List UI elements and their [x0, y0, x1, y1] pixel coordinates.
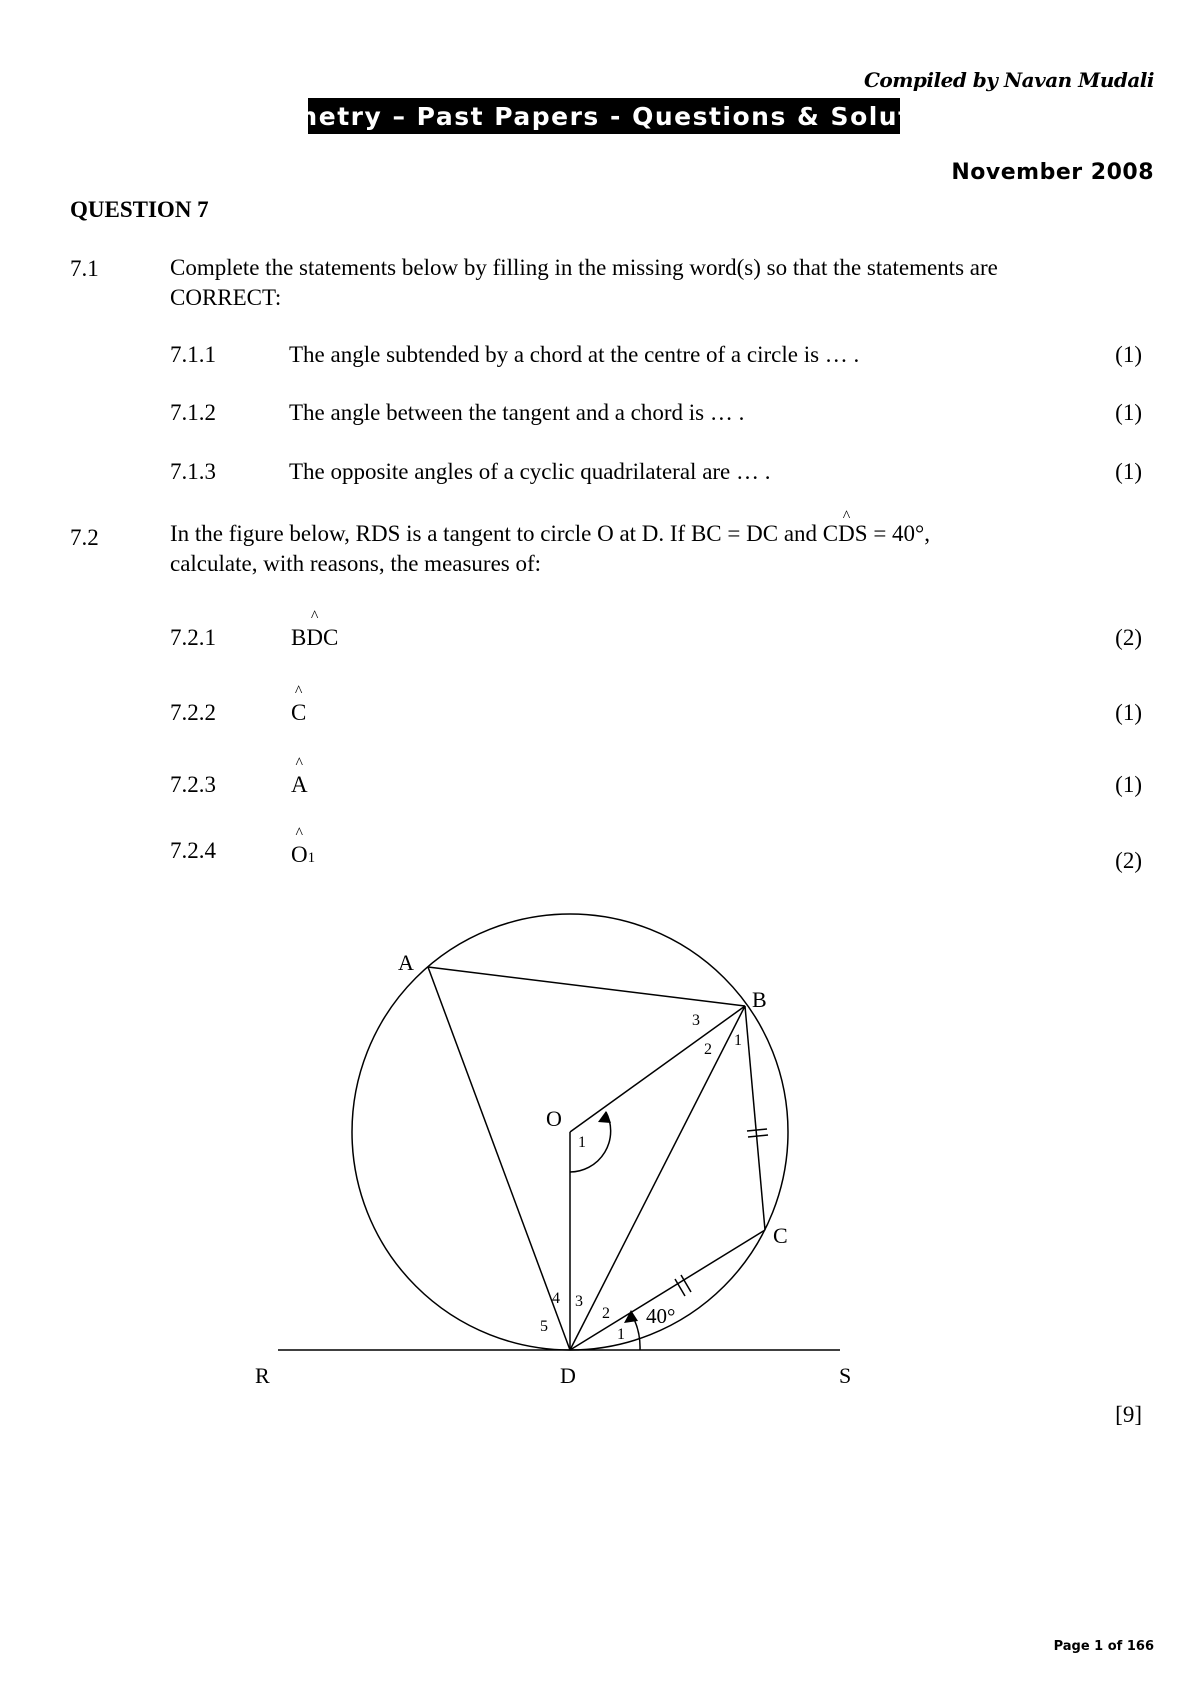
chord-bd [570, 1006, 745, 1350]
q723-marks: (1) [1115, 772, 1142, 797]
q71-number: 7.1 [70, 256, 99, 281]
q72-angle-vertex: ^ D [838, 519, 855, 549]
arrowhead-40 [624, 1310, 638, 1323]
document-title: Geometry – Past Papers - Questions & Solutions [308, 98, 900, 134]
radius-ob [570, 1006, 745, 1132]
tick-bc-2 [748, 1135, 768, 1137]
paper-date: November 2008 [951, 160, 1154, 185]
q721-marks: (2) [1115, 625, 1142, 650]
label-r: R [255, 1363, 270, 1388]
arrowhead-o1 [598, 1111, 611, 1123]
q72-text-part1: In the figure below, RDS is a tangent to circle O at D. If BC = DC and [170, 521, 823, 546]
tick-bc-1 [747, 1129, 767, 1131]
compiled-by: Compiled by Navan Mudali [864, 68, 1154, 92]
q712-text: The angle between the tangent and a chord is … . [289, 400, 745, 425]
q713-text: The opposite angles of a cyclic quadrilateral are … . [289, 459, 771, 484]
q72-number: 7.2 [70, 525, 99, 550]
label-40-degrees: 40° [646, 1304, 676, 1328]
question-heading: QUESTION 7 [70, 197, 209, 222]
label-b3: 3 [692, 1012, 700, 1029]
q724-sub: 1 [307, 850, 316, 866]
q724-number: 7.2.4 [170, 838, 216, 863]
q71-text: Complete the statements below by filling in the missing word(s) so that the statements are CORRECT: [170, 255, 998, 310]
chord-bc [745, 1006, 765, 1230]
q713-number: 7.1.3 [170, 459, 216, 484]
label-d: D [560, 1363, 576, 1388]
label-d1: 1 [617, 1326, 625, 1343]
q72-angle-post: S [854, 521, 868, 546]
q721-pre: B [291, 625, 307, 650]
q724-vertex: ^ O [291, 842, 308, 868]
chord-ad [428, 967, 570, 1350]
q722-marks: (1) [1115, 700, 1142, 725]
chord-ab [428, 967, 745, 1006]
q711-marks: (1) [1115, 342, 1142, 367]
tick-cd-2 [681, 1275, 691, 1292]
label-o: O [546, 1106, 562, 1131]
q722-number: 7.2.2 [170, 700, 216, 725]
label-s: S [839, 1363, 852, 1388]
q72-angle-pre: C [822, 521, 839, 546]
q711-text: The angle subtended by a chord at the centre of a circle is … . [289, 342, 860, 367]
q72-text-line2: calculate, with reasons, the measures of: [170, 551, 542, 576]
label-d5: 5 [540, 1318, 548, 1335]
q721-vertex: ^ D [306, 625, 323, 651]
q72-text-part2: = 40°, [867, 521, 930, 546]
page-number: Page 1 of 166 [1053, 1639, 1154, 1654]
label-b: B [752, 987, 767, 1012]
chord-cd [570, 1230, 765, 1350]
q723-number: 7.2.3 [170, 772, 216, 797]
q724-marks: (2) [1115, 848, 1142, 873]
question-total-marks: [9] [1115, 1402, 1142, 1427]
q712-number: 7.1.2 [170, 400, 216, 425]
q712-marks: (1) [1115, 400, 1142, 425]
label-b1: 1 [734, 1032, 742, 1049]
q721-post: C [322, 625, 339, 650]
label-b2: 2 [704, 1041, 712, 1058]
q713-marks: (1) [1115, 459, 1142, 484]
label-d3: 3 [575, 1293, 583, 1310]
label-d2: 2 [602, 1305, 610, 1322]
label-o1: 1 [578, 1134, 586, 1151]
q711-number: 7.1.1 [170, 342, 216, 367]
label-c: C [773, 1223, 788, 1248]
q722-vertex: ^ C [291, 700, 306, 726]
label-d4: 4 [552, 1290, 560, 1307]
q721-number: 7.2.1 [170, 625, 216, 650]
label-a: A [398, 950, 414, 975]
q723-vertex: ^ A [291, 772, 308, 798]
